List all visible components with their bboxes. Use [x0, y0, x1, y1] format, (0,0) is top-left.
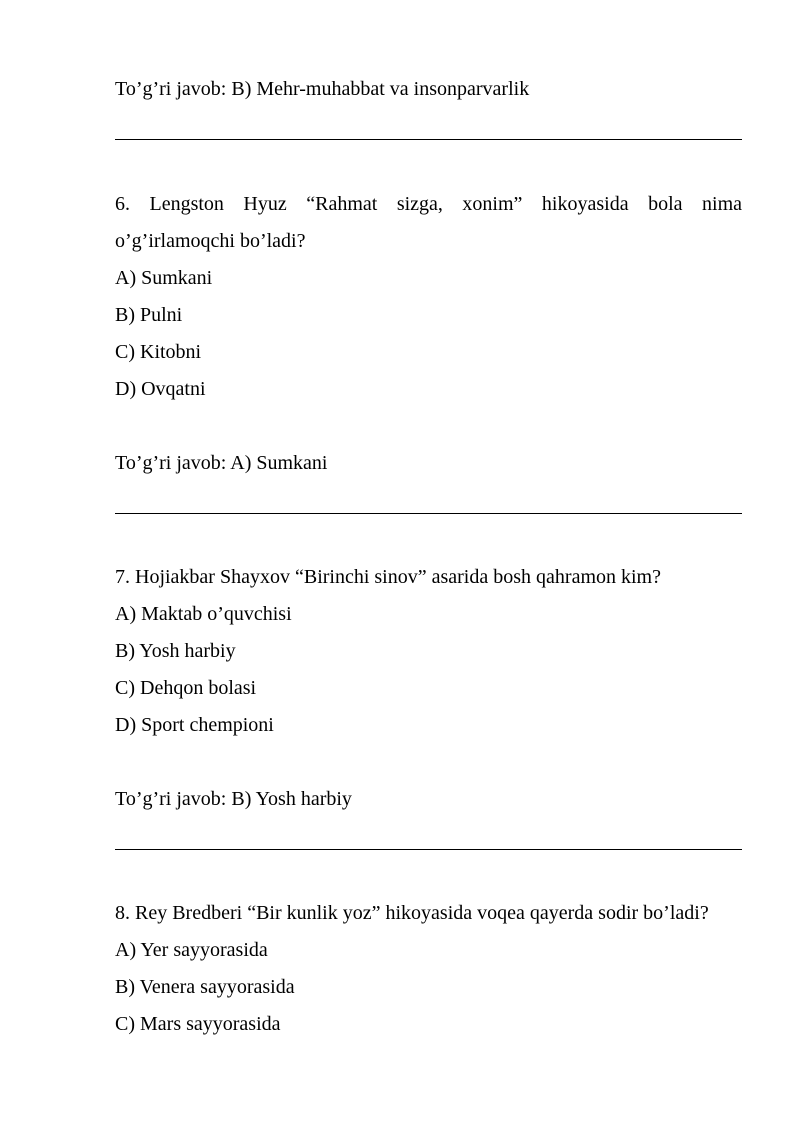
- question-7-option-a: A) Maktab o’quvchisi: [115, 603, 292, 625]
- divider: [115, 139, 742, 140]
- previous-answer: To’g’ri javob: B) Mehr-muhabbat va insonparvarlik: [115, 78, 530, 100]
- question-6-option-b: B) Pulni: [115, 304, 183, 326]
- question-8-option-b: B) Venera sayyorasida: [115, 976, 295, 998]
- question-6-text-line2: o’g’irlamoqchi bo’ladi?: [115, 230, 306, 252]
- question-8-option-a: A) Yer sayyorasida: [115, 939, 268, 961]
- question-6-answer: To’g’ri javob: A) Sumkani: [115, 452, 328, 474]
- question-6-option-d: D) Ovqatni: [115, 378, 206, 400]
- question-6-text-line1: 6. Lengston Hyuz “Rahmat sizga, xonim” hikoyasida bola nima: [115, 193, 742, 215]
- question-7-text: 7. Hojiakbar Shayxov “Birinchi sinov” asarida bosh qahramon kim?: [115, 566, 661, 588]
- question-8-option-c: C) Mars sayyorasida: [115, 1013, 281, 1035]
- question-7-answer: To’g’ri javob: B) Yosh harbiy: [115, 788, 352, 810]
- question-7-option-c: C) Dehqon bolasi: [115, 677, 257, 699]
- divider: [115, 849, 742, 850]
- question-6-option-a: A) Sumkani: [115, 267, 213, 289]
- question-7-option-d: D) Sport chempioni: [115, 714, 274, 736]
- question-6-option-c: C) Kitobni: [115, 341, 202, 363]
- question-8-text: 8. Rey Bredberi “Bir kunlik yoz” hikoyasida voqea qayerda sodir bo’ladi?: [115, 902, 709, 924]
- question-7-option-b: B) Yosh harbiy: [115, 640, 236, 662]
- divider: [115, 513, 742, 514]
